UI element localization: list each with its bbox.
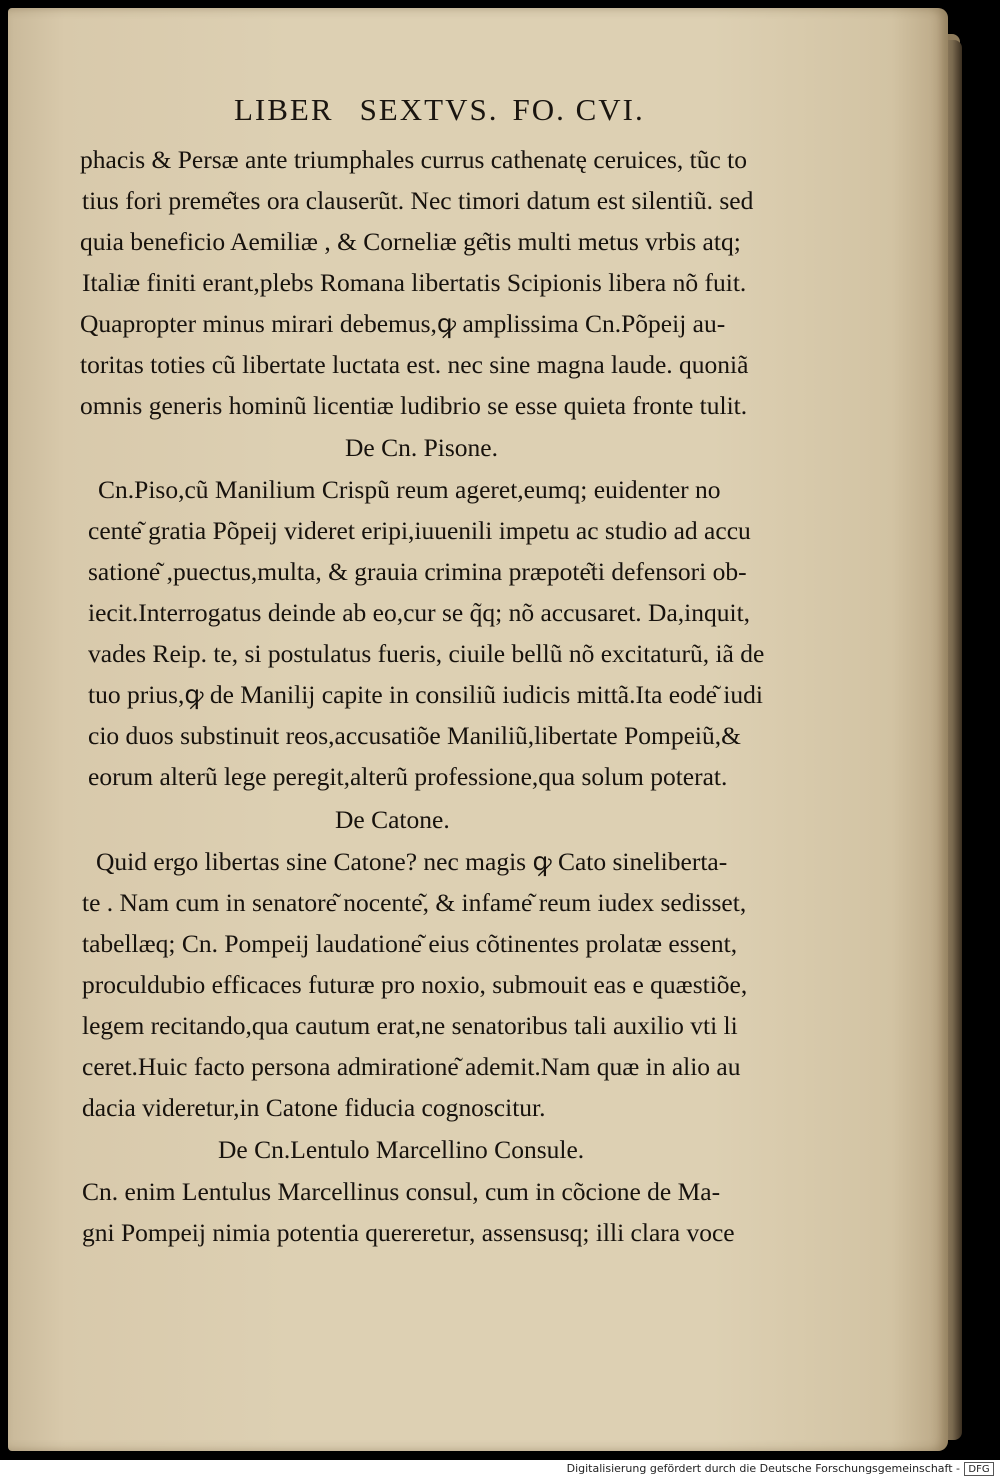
header-liber: LIBER xyxy=(234,92,334,127)
text-line: Italiæ finiti erant,plebs Romana libertatis Scipionis libera nõ fuit. xyxy=(82,268,747,297)
text-line: eorum alterũ lege peregit,alterũ professione,qua solum poterat. xyxy=(88,762,728,791)
dfg-logo: DFG xyxy=(964,1462,994,1476)
text-line: tabellæq; Cn. Pompeij laudatione͂ eius cõtinentes prolatæ essent, xyxy=(82,929,738,958)
text-line: vades Reip. te, si postulatus fueris, ciuile bellũ nõ excitaturũ, iã de xyxy=(88,639,765,668)
book-page xyxy=(8,8,948,1451)
text-line: dacia videretur,in Catone fiducia cognoscitur. xyxy=(82,1093,546,1122)
section-heading-catone: De Catone. xyxy=(335,805,450,834)
text-line: iecit.Interrogatus deinde ab eo,cur se q̃q; nõ accusaret. Da,inquit, xyxy=(88,598,751,627)
text-line: satione͂ ,puectus,multa, & grauia crimina præpote͂ti defensori ob- xyxy=(88,557,747,586)
text-line: omnis generis hominũ licentiæ ludibrio se esse quieta fronte tulit. xyxy=(80,391,748,420)
text-line: Quapropter minus mirari debemus,ꝙ amplissima Cn.Põpeij au- xyxy=(80,309,726,338)
header-sextus: SEXTVS. xyxy=(359,92,499,127)
text-line: quia beneficio Aemiliæ , & Corneliæ ge͂tis multi metus vrbis atq; xyxy=(80,227,741,256)
text-line: tuo prius,ꝙ de Manilij capite in consiliũ iudicis mittã.Ita eode͂ iudi xyxy=(88,680,763,709)
text-line: phacis & Persæ ante triumphales currus cathenatę ceruices, tũc to xyxy=(80,145,748,174)
header-folio: FO. CVI. xyxy=(512,92,645,127)
text-line: legem recitando,qua cautum erat,ne senatoribus tali auxilio vti li xyxy=(82,1011,738,1040)
running-header xyxy=(234,92,645,128)
text-line: gni Pompeij nimia potentia quereretur, assensusq; illi clara voce xyxy=(82,1218,735,1247)
text-line: te . Nam cum in senatore͂ nocente͂, & infame͂ reum iudex sedisset, xyxy=(82,888,747,917)
text-line: cente͂ gratia Põpeij videret eripi,iuuenili impetu ac studio ad accu xyxy=(88,516,751,545)
text-line: proculdubio efficaces futuræ pro noxio, submouit eas e quæstiõe, xyxy=(82,970,748,999)
section-heading-lentulo: De Cn.Lentulo Marcellino Consule. xyxy=(218,1135,585,1164)
text-line: tius fori preme͂tes ora clauserũt. Nec timori datum est silentiũ. sed xyxy=(82,186,754,215)
text-line: ceret.Huic facto persona admiratione͂ ademit.Nam quæ in alio au xyxy=(82,1052,741,1081)
text-line: cio duos substinuit reos,accusatiõe Maniliũ,libertate Pompeiũ,& xyxy=(88,721,741,750)
funding-notice: Digitalisierung gefördert durch die Deutsche Forschungsgemeinschaft - xyxy=(566,1462,960,1475)
text-line: toritas toties cũ libertate luctata est. nec sine magna laude. quoniã xyxy=(80,350,749,379)
section-heading-pisone: De Cn. Pisone. xyxy=(345,433,498,462)
text-line: Quid ergo libertas sine Catone? nec magis ꝙ Cato sineliberta- xyxy=(96,847,728,876)
text-line: Cn. enim Lentulus Marcellinus consul, cum in cõcione de Ma- xyxy=(82,1177,721,1206)
footer-bar xyxy=(0,1460,1000,1479)
text-line: Cn.Piso,cũ Manilium Crispũ reum ageret,eumq; euidenter no xyxy=(98,475,721,504)
